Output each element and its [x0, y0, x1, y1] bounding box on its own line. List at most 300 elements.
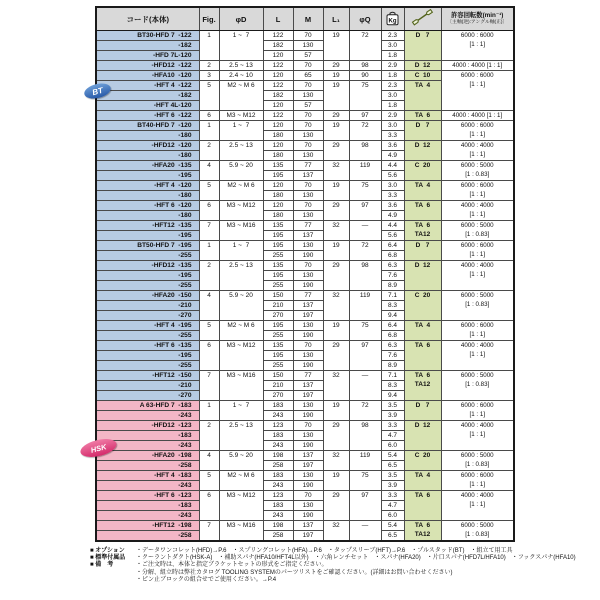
- code-cell: -HFA20 -135: [96, 161, 199, 171]
- code-cell: -HFT 6 -123: [96, 491, 199, 501]
- fig-cell: 3: [199, 71, 219, 81]
- fig-cell: 1: [199, 121, 219, 141]
- col-header-m: M: [293, 7, 323, 31]
- bracket-type-cell: D 12: [404, 141, 441, 161]
- dia-q-cell: 75: [349, 181, 381, 201]
- length-m-cell: 130: [293, 351, 323, 361]
- code-cell: -183: [96, 431, 199, 441]
- length-l-cell: 195: [263, 171, 293, 181]
- code-cell: -HFA10 -120: [96, 71, 199, 81]
- length-l1-cell: 32: [323, 371, 349, 401]
- code-cell: -255: [96, 361, 199, 371]
- fig-cell: 4: [199, 291, 219, 321]
- fig-cell: 1: [199, 241, 219, 261]
- code-cell: -HFA20 -150: [96, 291, 199, 301]
- length-m-cell: 137: [293, 231, 323, 241]
- table-row: [96, 31, 514, 41]
- code-cell: -210: [96, 301, 199, 311]
- length-m-cell: 70: [293, 121, 323, 131]
- note-remarks-line3: [90, 577, 590, 584]
- bracket-type-cell: D 12: [404, 261, 441, 291]
- fig-cell: 1: [199, 401, 219, 421]
- length-l1-cell: 29: [323, 341, 349, 371]
- spec-table: [95, 6, 513, 542]
- rpm-cell: 6000 : 6000 [1 : 1]: [441, 121, 514, 141]
- weight-cell: 4.9: [381, 211, 404, 221]
- length-l1-cell: 19: [323, 181, 349, 201]
- weight-cell: 3.0: [381, 41, 404, 51]
- length-l1-cell: 19: [323, 81, 349, 111]
- length-m-cell: 70: [293, 261, 323, 271]
- length-l1-cell: 29: [323, 141, 349, 161]
- weight-cell: 1.8: [381, 51, 404, 61]
- weight-cell: 3.5: [381, 471, 404, 481]
- weight-cell: 5.6: [381, 231, 404, 241]
- length-m-cell: 77: [293, 221, 323, 231]
- code-cell: -HFT 6 -122: [96, 111, 199, 121]
- length-m-cell: 70: [293, 421, 323, 431]
- dia-q-cell: —: [349, 521, 381, 542]
- length-l-cell: 180: [263, 211, 293, 221]
- code-cell: -HFT 4 -195: [96, 321, 199, 331]
- code-cell: -195: [96, 351, 199, 361]
- length-m-cell: 137: [293, 381, 323, 391]
- bracket-type-cell: D 12: [404, 61, 441, 71]
- table-row: [96, 491, 514, 501]
- weight-cell: 6.4: [381, 241, 404, 251]
- dia-range-cell: M3 ~ M12: [219, 201, 263, 221]
- rpm-cell: 6000 : 5000 [1 : 0.83]: [441, 451, 514, 471]
- length-l-cell: 122: [263, 111, 293, 121]
- weight-cell: 8.3: [381, 381, 404, 391]
- fig-cell: 6: [199, 341, 219, 371]
- code-cell: -HFT 6 -135: [96, 341, 199, 351]
- fig-cell: 5: [199, 471, 219, 491]
- dia-q-cell: 75: [349, 81, 381, 111]
- code-cell: -180: [96, 211, 199, 221]
- rpm-cell: 4000 : 4000 [1 : 1]: [441, 341, 514, 371]
- dia-range-cell: M2 ~ M 6: [219, 81, 263, 111]
- dia-range-cell: M2 ~ M 6: [219, 471, 263, 491]
- length-l-cell: 135: [263, 341, 293, 351]
- length-m-cell: 130: [293, 431, 323, 441]
- weight-cell: 8.3: [381, 301, 404, 311]
- table-row: [96, 341, 514, 351]
- length-m-cell: 190: [293, 441, 323, 451]
- bracket-type-cell: TA 6: [404, 341, 441, 371]
- length-l-cell: 210: [263, 301, 293, 311]
- weight-cell: 9.4: [381, 391, 404, 401]
- weight-cell: 3.6: [381, 201, 404, 211]
- length-l1-cell: 29: [323, 491, 349, 521]
- note-remarks-text1: ・ご注文時は、本体と指定ブラケットセットの形式をご指定ください。: [136, 562, 328, 569]
- length-m-cell: 137: [293, 451, 323, 461]
- dia-range-cell: M3 ~ M12: [219, 341, 263, 371]
- code-cell: -HFD12 -122: [96, 61, 199, 71]
- code-cell: -195: [96, 171, 199, 181]
- length-l-cell: 255: [263, 331, 293, 341]
- length-l-cell: 120: [263, 181, 293, 191]
- dia-q-cell: 75: [349, 471, 381, 491]
- length-m-cell: 197: [293, 391, 323, 401]
- table-row: [96, 71, 514, 81]
- weight-cell: 6.0: [381, 511, 404, 521]
- length-l-cell: 135: [263, 221, 293, 231]
- table-row: [96, 421, 514, 431]
- bracket-type-cell: C 10: [404, 71, 441, 81]
- kg-weight-icon: [386, 11, 399, 26]
- length-l-cell: 135: [263, 261, 293, 271]
- length-l1-cell: 32: [323, 161, 349, 181]
- weight-cell: 3.5: [381, 401, 404, 411]
- dia-range-cell: 1 ~ 7: [219, 401, 263, 421]
- length-m-cell: 137: [293, 521, 323, 531]
- weight-cell: 4.4: [381, 161, 404, 171]
- dia-range-cell: 2.4 ~ 10: [219, 71, 263, 81]
- fig-cell: 5: [199, 81, 219, 111]
- length-m-cell: 70: [293, 31, 323, 41]
- dia-q-cell: 72: [349, 31, 381, 61]
- code-cell: -183: [96, 501, 199, 511]
- fig-cell: 5: [199, 181, 219, 201]
- code-cell: -243: [96, 441, 199, 451]
- length-l-cell: 183: [263, 471, 293, 481]
- code-cell: -HFT12 -198: [96, 521, 199, 531]
- length-l-cell: 183: [263, 431, 293, 441]
- dia-q-cell: 119: [349, 451, 381, 471]
- length-l-cell: 135: [263, 161, 293, 171]
- length-m-cell: 137: [293, 301, 323, 311]
- length-m-cell: 197: [293, 461, 323, 471]
- dia-q-cell: 72: [349, 241, 381, 261]
- length-m-cell: 70: [293, 181, 323, 191]
- code-cell: -182: [96, 41, 199, 51]
- code-cell: -255: [96, 331, 199, 341]
- length-m-cell: 190: [293, 251, 323, 261]
- code-cell: -243: [96, 411, 199, 421]
- length-m-cell: 130: [293, 401, 323, 411]
- weight-cell: 6.3: [381, 341, 404, 351]
- col-header-code: コード(本体): [96, 7, 199, 31]
- code-cell: -HFT 4 -183: [96, 471, 199, 481]
- col-header-l: L: [263, 7, 293, 31]
- fig-cell: 1: [199, 31, 219, 61]
- dia-range-cell: M2 ~ M 6: [219, 181, 263, 201]
- bracket-type-cell: D 12: [404, 421, 441, 451]
- bracket-type-cell: TA 4: [404, 81, 441, 111]
- weight-cell: 3.3: [381, 131, 404, 141]
- weight-cell: 7.1: [381, 291, 404, 301]
- length-m-cell: 70: [293, 111, 323, 121]
- table-row: [96, 121, 514, 131]
- length-m-cell: 77: [293, 161, 323, 171]
- weight-cell: 5.6: [381, 171, 404, 181]
- length-l-cell: 243: [263, 481, 293, 491]
- table-row: [96, 241, 514, 251]
- dia-range-cell: 1 ~ 7: [219, 121, 263, 141]
- length-l-cell: 183: [263, 401, 293, 411]
- note-remarks-label: ■ 備 考: [90, 562, 114, 569]
- length-m-cell: 130: [293, 91, 323, 101]
- svg-text:Kg: Kg: [388, 17, 397, 24]
- length-l-cell: 255: [263, 361, 293, 371]
- table-row: [96, 471, 514, 481]
- table-row: [96, 61, 514, 71]
- bracket-type-cell: TA 6 TA12: [404, 371, 441, 401]
- code-cell: -HFT12 -135: [96, 221, 199, 231]
- length-l-cell: 195: [263, 241, 293, 251]
- length-l1-cell: 19: [323, 401, 349, 421]
- bracket-type-cell: TA 4: [404, 181, 441, 201]
- length-m-cell: 130: [293, 471, 323, 481]
- length-l-cell: 122: [263, 31, 293, 41]
- fig-cell: 5: [199, 321, 219, 341]
- length-l-cell: 195: [263, 271, 293, 281]
- length-l-cell: 243: [263, 441, 293, 451]
- col-header-fig: Fig.: [199, 7, 219, 31]
- dia-range-cell: 5.9 ~ 20: [219, 291, 263, 321]
- length-m-cell: 130: [293, 151, 323, 161]
- rpm-cell: 4000 : 4000 [1 : 1]: [441, 111, 514, 121]
- fig-cell: 6: [199, 201, 219, 221]
- weight-cell: 2.9: [381, 61, 404, 71]
- code-cell: -HFA20 -198: [96, 451, 199, 461]
- wrench-icon: [410, 9, 436, 27]
- bracket-type-cell: TA 6: [404, 491, 441, 521]
- bracket-type-cell: C 20: [404, 291, 441, 321]
- length-l-cell: 120: [263, 141, 293, 151]
- length-m-cell: 130: [293, 191, 323, 201]
- length-l-cell: 243: [263, 411, 293, 421]
- weight-cell: 1.8: [381, 101, 404, 111]
- note-options-label: ■ オプション: [90, 548, 125, 554]
- dia-q-cell: 98: [349, 421, 381, 451]
- weight-cell: 3.9: [381, 481, 404, 491]
- dia-q-cell: 75: [349, 321, 381, 341]
- bracket-type-cell: TA 6 TA12: [404, 221, 441, 241]
- rpm-cell: 6000 : 5000 [1 : 0.83]: [441, 291, 514, 321]
- dia-q-cell: 90: [349, 71, 381, 81]
- length-l1-cell: 32: [323, 291, 349, 321]
- weight-cell: 6.8: [381, 251, 404, 261]
- rpm-cell: 6000 : 6000 [1 : 1]: [441, 71, 514, 111]
- rpm-cell: 4000 : 4000 [1 : 1]: [441, 491, 514, 521]
- weight-cell: 8.9: [381, 361, 404, 371]
- length-l1-cell: 19: [323, 321, 349, 341]
- weight-cell: 5.4: [381, 521, 404, 531]
- length-m-cell: 70: [293, 141, 323, 151]
- weight-cell: 4.7: [381, 501, 404, 511]
- table-row: [96, 291, 514, 301]
- length-l-cell: 270: [263, 311, 293, 321]
- rpm-cell: 6000 : 6000 [1 : 1]: [441, 471, 514, 491]
- length-l1-cell: 32: [323, 451, 349, 471]
- weight-cell: 5.4: [381, 451, 404, 461]
- rpm-cell: 6000 : 6000 [1 : 1]: [441, 401, 514, 421]
- length-l-cell: 122: [263, 61, 293, 71]
- weight-cell: 6.0: [381, 441, 404, 451]
- rpm-header-title: 許容回転数(min⁻¹): [451, 12, 504, 19]
- fig-cell: 2: [199, 61, 219, 71]
- length-l1-cell: 19: [323, 121, 349, 141]
- weight-cell: 6.5: [381, 461, 404, 471]
- length-m-cell: 77: [293, 291, 323, 301]
- length-l-cell: 198: [263, 521, 293, 531]
- code-cell: -243: [96, 511, 199, 521]
- length-l-cell: 255: [263, 281, 293, 291]
- length-m-cell: 190: [293, 511, 323, 521]
- code-cell: BT50-HFD 7 -195: [96, 241, 199, 251]
- weight-cell: 7.6: [381, 271, 404, 281]
- dia-q-cell: 98: [349, 61, 381, 71]
- length-l-cell: 195: [263, 321, 293, 331]
- length-m-cell: 130: [293, 131, 323, 141]
- length-m-cell: 130: [293, 501, 323, 511]
- weight-cell: 6.8: [381, 331, 404, 341]
- weight-cell: 6.4: [381, 321, 404, 331]
- note-remarks: [90, 562, 590, 569]
- fig-cell: 7: [199, 521, 219, 542]
- length-l1-cell: 32: [323, 521, 349, 542]
- note-remarks-text3: ・ピン止ブロックの組合せでご使用ください。→P.4: [136, 576, 277, 583]
- code-cell: -243: [96, 481, 199, 491]
- note-options-text: ・データワンコレット(HFD)→P.6 ・スプリングコレット(HFA)→P.6 ・タップスリーブ(HFT)→P.6 ・プルスタッド(BT) ・組立て用工具: [136, 548, 513, 554]
- code-cell: -195: [96, 231, 199, 241]
- length-l-cell: 123: [263, 491, 293, 501]
- rpm-cell: 6000 : 6000 [1 : 1]: [441, 321, 514, 341]
- dia-q-cell: 97: [349, 491, 381, 521]
- length-l-cell: 120: [263, 71, 293, 81]
- length-l-cell: 183: [263, 501, 293, 511]
- length-m-cell: 130: [293, 241, 323, 251]
- fig-cell: 4: [199, 451, 219, 471]
- dia-range-cell: M3 ~ M16: [219, 221, 263, 241]
- bracket-type-cell: TA 4: [404, 321, 441, 341]
- rpm-cell: 4000 : 4000 [1 : 1]: [441, 421, 514, 451]
- table-row: [96, 201, 514, 211]
- weight-cell: 4.7: [381, 431, 404, 441]
- length-m-cell: 77: [293, 371, 323, 381]
- dia-q-cell: 98: [349, 261, 381, 291]
- length-m-cell: 190: [293, 331, 323, 341]
- length-m-cell: 190: [293, 481, 323, 491]
- length-m-cell: 130: [293, 271, 323, 281]
- length-m-cell: 190: [293, 411, 323, 421]
- length-l-cell: 180: [263, 151, 293, 161]
- dia-q-cell: —: [349, 221, 381, 241]
- length-l-cell: 180: [263, 131, 293, 141]
- weight-cell: 3.0: [381, 121, 404, 131]
- col-header-dia: φD: [219, 7, 263, 31]
- length-l-cell: 258: [263, 531, 293, 542]
- code-cell: -195: [96, 271, 199, 281]
- length-m-cell: 70: [293, 201, 323, 211]
- table-row: [96, 181, 514, 191]
- col-header-weight: [381, 7, 404, 31]
- weight-cell: 4.9: [381, 151, 404, 161]
- dia-range-cell: 2.5 ~ 13: [219, 61, 263, 71]
- rpm-cell: 6000 : 6000 [1 : 1]: [441, 241, 514, 261]
- length-l-cell: 270: [263, 391, 293, 401]
- bracket-type-cell: TA 4: [404, 471, 441, 491]
- code-cell: -HFT 6 -120: [96, 201, 199, 211]
- dia-q-cell: 98: [349, 141, 381, 161]
- code-cell: -258: [96, 531, 199, 542]
- rpm-cell: 4000 : 4000 [1 : 1]: [441, 261, 514, 291]
- weight-cell: 2.3: [381, 31, 404, 41]
- length-l1-cell: 19: [323, 241, 349, 261]
- dia-range-cell: M3 ~ M12: [219, 491, 263, 521]
- fig-cell: 4: [199, 161, 219, 181]
- code-cell: -255: [96, 251, 199, 261]
- bracket-type-cell: TA 6: [404, 201, 441, 221]
- table-row: [96, 161, 514, 171]
- code-cell: -270: [96, 391, 199, 401]
- fig-cell: 7: [199, 371, 219, 401]
- dia-range-cell: 5.9 ~ 20: [219, 161, 263, 181]
- note-standard-label: ■ 標準付属品: [90, 555, 126, 562]
- length-l1-cell: 19: [323, 471, 349, 491]
- weight-cell: 8.9: [381, 281, 404, 291]
- rpm-cell: 6000 : 5000 [1 : 0.83]: [441, 221, 514, 241]
- code-cell: -HFT 4 -122: [96, 81, 199, 91]
- table-row: [96, 321, 514, 331]
- weight-cell: 4.4: [381, 221, 404, 231]
- rpm-cell: 6000 : 5000 [1 : 0.83]: [441, 161, 514, 181]
- length-l-cell: 120: [263, 101, 293, 111]
- length-m-cell: 190: [293, 281, 323, 291]
- length-m-cell: 57: [293, 51, 323, 61]
- length-l-cell: 120: [263, 121, 293, 131]
- fig-cell: 2: [199, 261, 219, 291]
- rpm-cell: 4000 : 4000 [1 : 1]: [441, 201, 514, 221]
- bt-badge: BT: [83, 81, 113, 101]
- length-l-cell: 180: [263, 191, 293, 201]
- length-l-cell: 258: [263, 461, 293, 471]
- length-l-cell: 210: [263, 381, 293, 391]
- table-row: [96, 261, 514, 271]
- note-remarks-line2: [90, 570, 590, 577]
- length-m-cell: 130: [293, 41, 323, 51]
- weight-cell: 3.6: [381, 141, 404, 151]
- table-row: [96, 451, 514, 461]
- code-cell: -180: [96, 151, 199, 161]
- table-row: [96, 371, 514, 381]
- length-l1-cell: 29: [323, 61, 349, 71]
- dia-q-cell: 119: [349, 291, 381, 321]
- length-l1-cell: 19: [323, 31, 349, 61]
- fig-cell: 7: [199, 221, 219, 241]
- weight-cell: 7.1: [381, 371, 404, 381]
- length-l1-cell: 19: [323, 71, 349, 81]
- code-cell: -HFT12 -150: [96, 371, 199, 381]
- length-l-cell: 195: [263, 351, 293, 361]
- code-cell: -180: [96, 191, 199, 201]
- dia-q-cell: 72: [349, 401, 381, 421]
- fig-cell: 6: [199, 111, 219, 121]
- length-m-cell: 70: [293, 61, 323, 71]
- rpm-header-subtitle: 〔主軸(逆):アングル軸(正)〕: [447, 20, 508, 25]
- bracket-type-cell: D 7: [404, 241, 441, 261]
- rpm-cell: 6000 : 6000 [1 : 1]: [441, 181, 514, 201]
- col-header-rpm: [441, 7, 514, 31]
- dia-range-cell: 1 ~ 7: [219, 241, 263, 261]
- weight-cell: 6.5: [381, 531, 404, 542]
- length-l-cell: 198: [263, 451, 293, 461]
- bracket-type-cell: C 20: [404, 161, 441, 181]
- bracket-type-cell: D 7: [404, 31, 441, 61]
- bracket-type-cell: D 7: [404, 121, 441, 141]
